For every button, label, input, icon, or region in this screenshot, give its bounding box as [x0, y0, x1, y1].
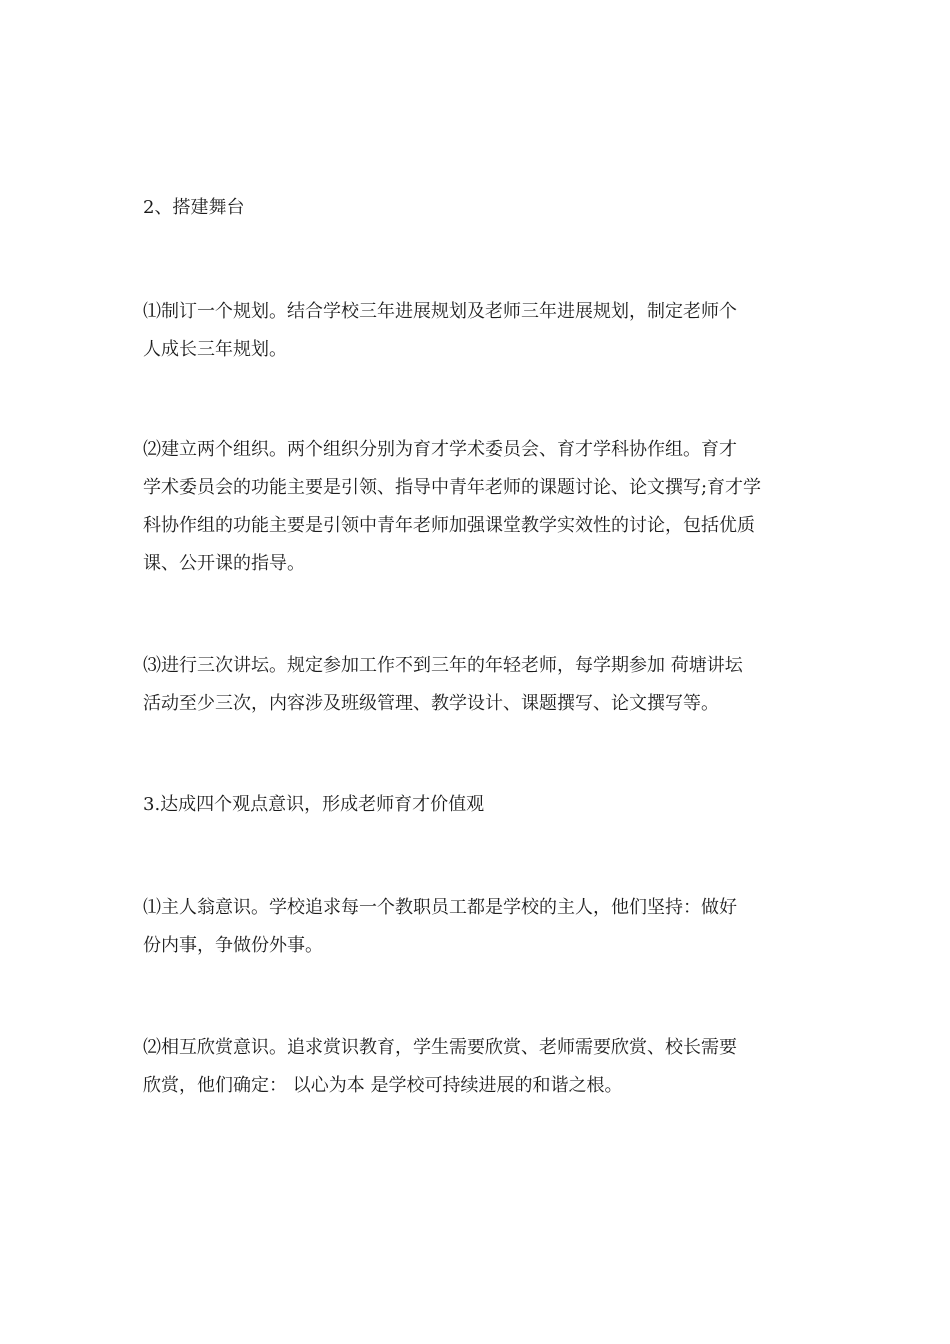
text-line: ⑴主人翁意识。学校追求每一个教职员工都是学校的主人，他们坚持：做好 — [143, 897, 737, 918]
text-line: ⑶进行三次讲坛。规定参加工作不到三年的年轻老师，每学期参加 荷塘讲坛 — [143, 655, 743, 676]
text-line: 3.达成四个观点意识，形成老师育才价值观 — [143, 794, 485, 815]
text-line: 人成长三年规划。 — [143, 339, 287, 360]
section-heading-3 — [143, 786, 813, 824]
paragraph-appreciation — [143, 1029, 813, 1105]
text-line: 活动至少三次，内容涉及班级管理、教学设计、课题撰写、论文撰写等。 — [143, 693, 719, 714]
text-line: 课、公开课的指导。 — [143, 553, 305, 574]
paragraph-organizations — [143, 431, 813, 583]
text-line: 2、搭建舞台 — [143, 197, 245, 218]
text-line: ⑵建立两个组织。两个组织分别为育才学术委员会、育才学科协作组。育才 — [143, 439, 737, 460]
text-line: 份内事，争做份外事。 — [143, 935, 323, 956]
text-line: 科协作组的功能主要是引领中青年老师加强课堂教学实效性的讨论，包括优质 — [143, 515, 755, 536]
paragraph-ownership — [143, 889, 813, 965]
text-line: 欣赏，他们确定： 以心为本 是学校可持续进展的和谐之根。 — [143, 1075, 623, 1096]
paragraph-forums — [143, 647, 813, 723]
paragraph-plan — [143, 293, 813, 369]
section-heading-2 — [143, 189, 813, 227]
text-line: ⑴制订一个规划。结合学校三年进展规划及老师三年进展规划，制定老师个 — [143, 301, 737, 322]
text-line: ⑵相互欣赏意识。追求赏识教育，学生需要欣赏、老师需要欣赏、校长需要 — [143, 1037, 737, 1058]
text-line: 学术委员会的功能主要是引领、指导中青年老师的课题讨论、论文撰写;育才学 — [143, 477, 762, 498]
